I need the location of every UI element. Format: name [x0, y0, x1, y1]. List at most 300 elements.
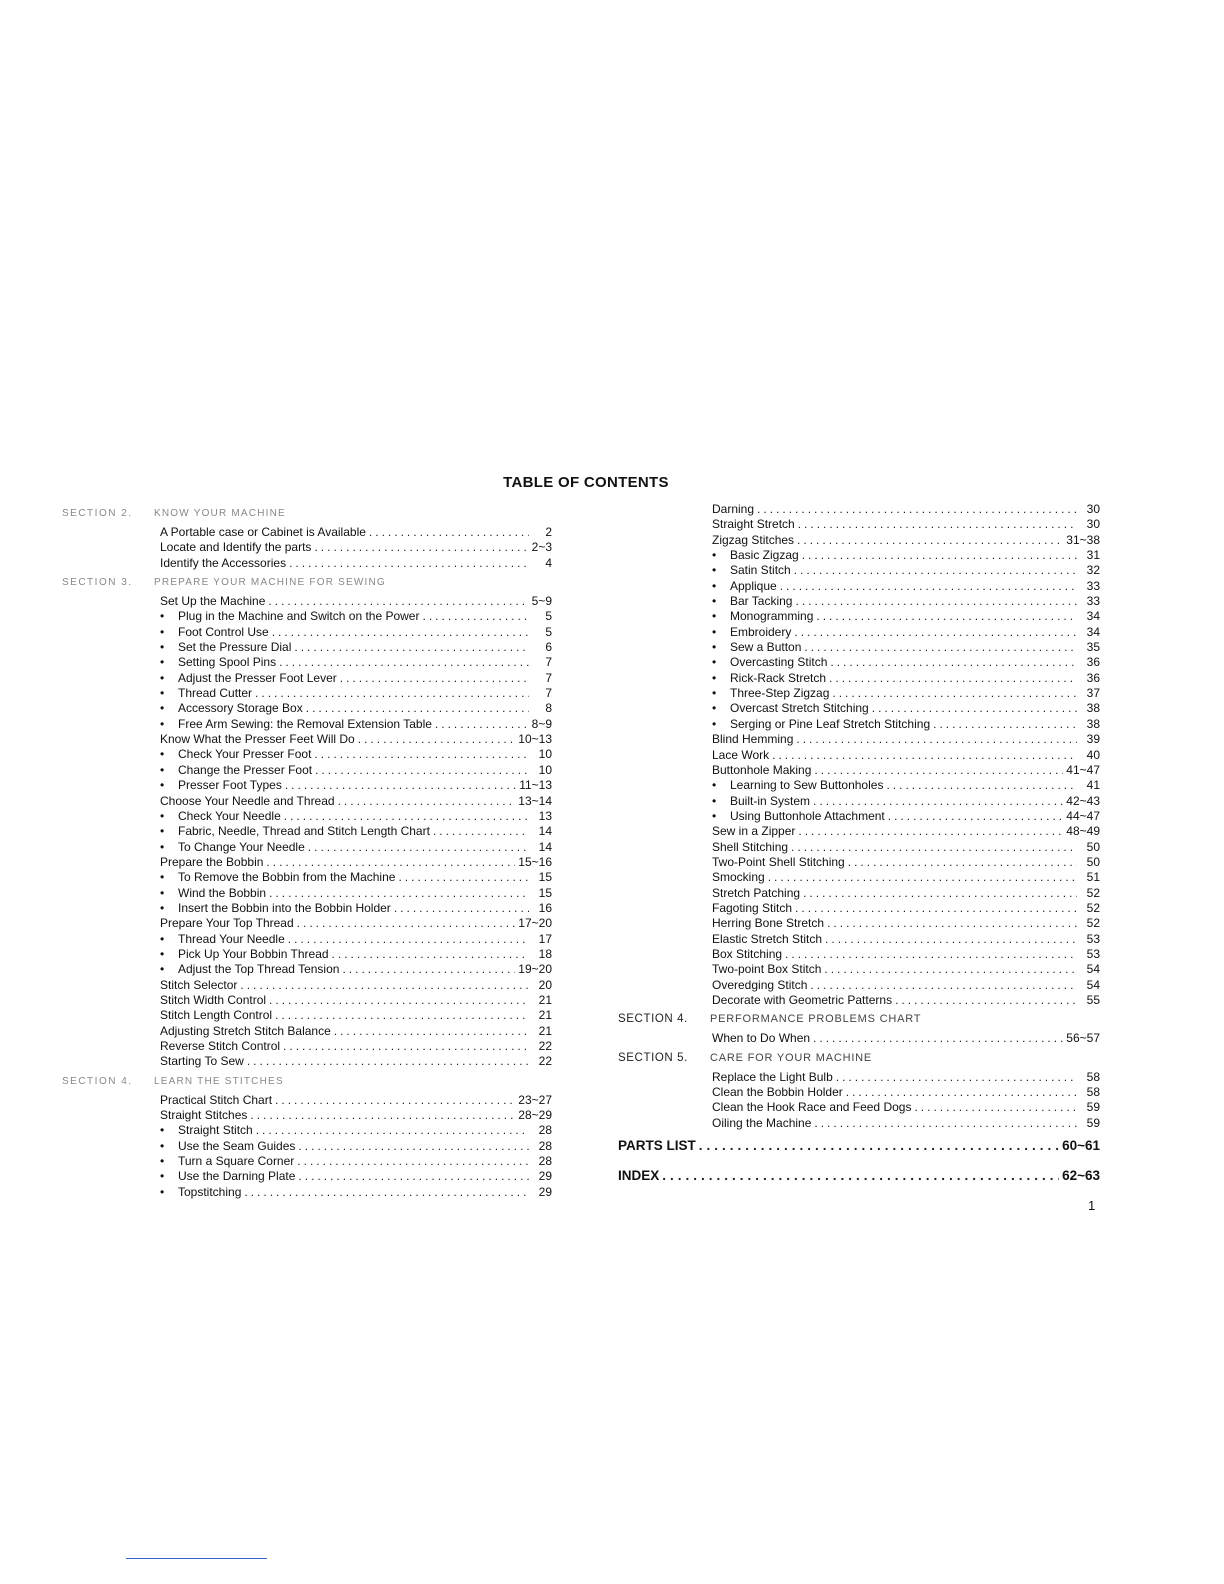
dot-leader: [433, 824, 529, 839]
entry-page: 53: [1086, 946, 1100, 961]
entry-page: 22: [538, 1039, 552, 1053]
toc-entry: [618, 640, 1100, 655]
entry-label: Practical Stitch Chart: [160, 1092, 273, 1107]
toc-entry: [62, 1169, 552, 1184]
entry-label: Zigzag Stitches: [712, 532, 795, 547]
section-label: SECTION 2.: [62, 508, 133, 519]
entry-label: • Rick-Rack Stretch: [712, 670, 827, 685]
entry-page: 31: [1086, 548, 1100, 563]
toc-entry: [62, 901, 552, 916]
dot-leader: [314, 747, 529, 762]
bullet-icon: •: [160, 701, 165, 716]
section-label: SECTION 4.: [62, 1075, 133, 1087]
entry-page: 2: [545, 525, 552, 539]
entry-label: Herring Bone Stretch: [712, 916, 825, 931]
entry-label: Prepare the Bobbin: [160, 854, 264, 869]
dot-leader: [814, 1116, 1077, 1131]
bullet-icon: •: [712, 578, 717, 593]
dot-leader: [796, 732, 1077, 747]
bullet-icon: •: [160, 686, 165, 701]
toc-entry: [618, 732, 1100, 747]
toc-entry: [618, 1085, 1100, 1100]
bullet-icon: •: [160, 640, 165, 655]
dot-leader: [836, 1070, 1077, 1085]
bullet-icon: •: [712, 563, 717, 578]
entry-page: 28: [538, 1138, 552, 1153]
dot-leader: [813, 794, 1063, 809]
dot-leader: [848, 855, 1077, 870]
entry-page: 11~13: [519, 778, 552, 793]
entry-label: Clean the Hook Race and Feed Dogs: [712, 1100, 912, 1115]
entry-label: Set Up the Machine: [160, 594, 266, 609]
entry-label: • Built-in System: [712, 793, 811, 808]
entry-label: • Learning to Sew Buttonholes: [712, 778, 884, 793]
entry-label: Two-Point Shell Stitching: [712, 854, 845, 869]
toc-entry: [62, 671, 552, 686]
toc-entry: [618, 533, 1100, 548]
entry-page: 21: [538, 992, 552, 1007]
entry-page: 34: [1086, 609, 1100, 624]
entry-label: Adjusting Stretch Stitch Balance: [160, 1023, 331, 1038]
entry-label: • Topstitching: [160, 1184, 242, 1199]
entry-page: 20: [538, 977, 552, 992]
entry-page: 38: [1086, 716, 1100, 731]
toc-major-entry: [618, 1131, 1100, 1161]
section-title: PREPARE YOUR MACHINE FOR SEWING: [154, 577, 386, 589]
section-title: PERFORMANCE PROBLEMS CHART: [710, 1013, 922, 1026]
bullet-icon: •: [160, 609, 165, 624]
dot-leader: [846, 1085, 1077, 1100]
toc-entry: [62, 978, 552, 993]
bullet-icon: •: [160, 624, 165, 639]
entry-page: 34: [1086, 624, 1100, 639]
entry-label: Replace the Light Bulb: [712, 1069, 833, 1084]
entry-page: 4: [545, 555, 552, 570]
entry-page: 40: [1086, 747, 1100, 762]
dot-leader: [244, 1185, 529, 1200]
toc-entry: [618, 625, 1100, 640]
dot-leader: [284, 809, 529, 824]
entry-label: Reverse Stitch Control: [160, 1039, 281, 1053]
toc-entry: [62, 840, 552, 855]
dot-leader: [275, 1093, 515, 1108]
page-title: TABLE OF CONTENTS: [503, 474, 669, 491]
toc-entry: [618, 840, 1100, 855]
toc-entry: [618, 763, 1100, 778]
section-heading: [62, 502, 552, 525]
entry-page: 56~57: [1066, 1031, 1100, 1046]
entry-label: • Overcasting Stitch: [712, 655, 828, 670]
entry-label: Stretch Patching: [712, 885, 801, 900]
bullet-icon: •: [160, 824, 165, 839]
dot-leader: [791, 840, 1077, 855]
dot-leader: [895, 993, 1077, 1008]
entry-page: 28: [538, 1154, 552, 1169]
entry-page: 54: [1086, 962, 1100, 977]
toc-entry: [618, 824, 1100, 839]
entry-page: 6: [545, 640, 552, 655]
entry-page: 5: [545, 609, 552, 624]
bullet-icon: •: [712, 548, 717, 563]
dot-leader: [306, 701, 529, 716]
dot-leader: [797, 533, 1063, 548]
section-heading: [62, 571, 552, 594]
bullet-icon: •: [160, 946, 165, 961]
dot-leader: [830, 655, 1077, 670]
entry-label: Choose Your Needle and Thread: [160, 793, 335, 808]
entry-label: • Embroidery: [712, 624, 792, 639]
toc-entry: [62, 1108, 552, 1123]
toc-left-column: [62, 502, 552, 1200]
bullet-icon: •: [712, 808, 717, 823]
section-label: SECTION 4.: [618, 1013, 688, 1026]
entry-page: 17: [538, 931, 552, 946]
entry-page: 18: [538, 946, 552, 961]
toc-entry: [618, 978, 1100, 993]
bullet-icon: •: [712, 716, 717, 731]
entry-label: Sew in a Zipper: [712, 824, 796, 839]
toc-entry: [618, 809, 1100, 824]
dot-leader: [888, 809, 1064, 824]
toc-entry: [62, 609, 552, 624]
entry-label: • Wind the Bobbin: [160, 885, 267, 900]
entry-label: • Using Buttonhole Attachment: [712, 808, 885, 823]
dot-leader: [825, 932, 1077, 947]
section-label: SECTION 5.: [618, 1051, 688, 1064]
dot-leader: [315, 763, 529, 778]
entry-label: • Overcast Stretch Stitching: [712, 701, 869, 716]
toc-entry: [618, 594, 1100, 609]
entry-label: Shell Stitching: [712, 839, 789, 854]
toc-major-entry: [618, 1161, 1100, 1191]
entry-page: 28: [538, 1123, 552, 1138]
entry-label: • Plug in the Machine and Switch on the Power: [160, 609, 420, 624]
entry-label: Prepare Your Top Thread: [160, 916, 294, 931]
dot-leader: [272, 625, 529, 640]
toc-entry: [62, 916, 552, 931]
dot-leader: [829, 671, 1077, 686]
toc-entry: [62, 655, 552, 670]
entry-label: • Monogramming: [712, 609, 814, 624]
toc-entry: [62, 947, 552, 962]
entry-page: 17~20: [518, 916, 552, 931]
entry-page: 50: [1086, 854, 1100, 869]
bullet-icon: •: [712, 609, 717, 624]
toc-entry: [618, 1070, 1100, 1085]
bullet-icon: •: [160, 762, 165, 777]
entry-page: 15: [538, 885, 552, 900]
toc-entry: [618, 962, 1100, 977]
entry-page: 53: [1086, 931, 1100, 946]
entry-label: • To Change Your Needle: [160, 839, 305, 854]
toc-entry: [618, 671, 1100, 686]
entry-label: • Accessory Storage Box: [160, 701, 303, 716]
toc-entry: [62, 778, 552, 793]
dot-leader: [247, 1054, 529, 1069]
entry-page: 42~43: [1066, 793, 1100, 808]
entry-page: 10~13: [518, 732, 552, 747]
entry-page: 39: [1086, 732, 1100, 747]
entry-page: 30: [1086, 517, 1100, 532]
toc-entry: [62, 556, 552, 571]
entry-page: 33: [1086, 578, 1100, 593]
toc-entry: [618, 748, 1100, 763]
entry-page: 8~9: [531, 716, 552, 731]
bullet-icon: •: [160, 1169, 165, 1184]
dot-leader: [814, 763, 1063, 778]
dot-leader: [314, 540, 528, 555]
entry-label: Locate and Identify the parts: [160, 540, 312, 555]
entry-page: 52: [1086, 885, 1100, 900]
section-title: LEARN THE STITCHES: [154, 1075, 284, 1087]
toc-entry: [618, 947, 1100, 962]
entry-label: • Foot Control Use: [160, 624, 269, 639]
entry-label: PARTS LIST: [618, 1138, 696, 1154]
entry-label: • Sew a Button: [712, 640, 802, 655]
dot-leader: [398, 870, 529, 885]
entry-page: 59: [1086, 1100, 1100, 1115]
toc-entry: [62, 1123, 552, 1138]
toc-entry: [62, 763, 552, 778]
toc-entry: [62, 747, 552, 762]
dot-leader: [288, 932, 529, 947]
toc-entry: [618, 855, 1100, 870]
dot-leader: [794, 625, 1077, 640]
toc-entry: [618, 886, 1100, 901]
entry-page: 14: [538, 839, 552, 854]
toc-entry: [62, 732, 552, 747]
entry-label: Smocking: [712, 870, 765, 885]
entry-page: 44~47: [1066, 808, 1100, 823]
entry-page: 55: [1086, 993, 1100, 1007]
toc-entry: [618, 563, 1100, 578]
entry-page: 16: [538, 900, 552, 915]
toc-entry: [618, 517, 1100, 532]
dot-leader: [283, 1039, 529, 1054]
toc-entry: [618, 778, 1100, 793]
entry-page: 30: [1086, 502, 1100, 516]
dot-leader: [757, 502, 1077, 517]
entry-label: INDEX: [618, 1168, 660, 1184]
entry-label: When to Do When: [712, 1031, 811, 1046]
entry-page: 31~38: [1066, 532, 1100, 547]
bullet-icon: •: [712, 778, 717, 793]
dot-leader: [269, 993, 529, 1008]
entry-page: 22: [538, 1054, 552, 1069]
toc-entry: [62, 1024, 552, 1039]
entry-label: • Pick Up Your Bobbin Thread: [160, 946, 329, 961]
toc-entry: [62, 794, 552, 809]
toc-entry: [62, 809, 552, 824]
entry-page: 29: [538, 1184, 552, 1199]
entry-label: • Bar Tacking: [712, 594, 793, 609]
dot-leader: [279, 655, 529, 670]
dot-leader: [914, 1100, 1077, 1115]
entry-label: Oiling the Machine: [712, 1115, 812, 1130]
dot-leader: [369, 525, 529, 540]
bullet-icon: •: [712, 701, 717, 716]
entry-page: 60~61: [1062, 1138, 1100, 1154]
page-number: 1: [1088, 1198, 1096, 1213]
dot-leader: [298, 1169, 529, 1184]
bullet-icon: •: [712, 670, 717, 685]
toc-entry: [62, 886, 552, 901]
toc-entry: [62, 525, 552, 540]
entry-page: 41: [1086, 778, 1100, 793]
dot-leader: [795, 901, 1077, 916]
entry-page: 7: [545, 670, 552, 685]
entry-page: 36: [1086, 655, 1100, 670]
entry-label: Know What the Presser Feet Will Do: [160, 732, 355, 747]
toc-entry: [618, 870, 1100, 885]
entry-page: 50: [1086, 839, 1100, 854]
dot-leader: [340, 671, 529, 686]
bullet-icon: •: [160, 962, 165, 977]
dot-leader: [332, 947, 529, 962]
toc-entry: [62, 1039, 552, 1054]
entry-label: Fagoting Stitch: [712, 900, 793, 915]
dot-leader: [832, 686, 1077, 701]
bullet-icon: •: [712, 594, 717, 609]
entry-label: Clean the Bobbin Holder: [712, 1085, 843, 1100]
bullet-icon: •: [160, 778, 165, 793]
dot-leader: [785, 947, 1077, 962]
entry-page: 23~27: [518, 1092, 552, 1107]
dot-leader: [699, 1131, 1059, 1161]
entry-label: Stitch Width Control: [160, 992, 267, 1007]
toc-entry: [618, 901, 1100, 916]
entry-label: A Portable case or Cabinet is Available: [160, 525, 366, 539]
footer-rule: [126, 1558, 267, 1559]
bullet-icon: •: [160, 870, 165, 885]
bullet-icon: •: [712, 686, 717, 701]
entry-page: 14: [538, 824, 552, 839]
dot-leader: [289, 556, 529, 571]
entry-label: Lace Work: [712, 747, 770, 762]
toc-entry: [618, 717, 1100, 732]
dot-leader: [768, 870, 1077, 885]
entry-page: 59: [1086, 1115, 1100, 1130]
entry-label: Straight Stitches: [160, 1108, 248, 1123]
toc-entry: [618, 686, 1100, 701]
toc-entry: [62, 1093, 552, 1108]
dot-leader: [772, 748, 1077, 763]
entry-page: 8: [545, 701, 552, 716]
entry-label: • Serging or Pine Leaf Stretch Stitching: [712, 716, 931, 731]
entry-label: Stitch Selector: [160, 977, 238, 992]
toc-entry: [62, 640, 552, 655]
toc-right-column: [618, 502, 1100, 1191]
dot-leader: [256, 1123, 529, 1138]
entry-label: • Three-Step Zigzag: [712, 686, 830, 701]
bullet-icon: •: [160, 885, 165, 900]
toc-entry: [618, 609, 1100, 624]
section-heading: [618, 1008, 1100, 1031]
section-label: SECTION 3.: [62, 577, 133, 589]
entry-label: • Fabric, Needle, Thread and Stitch Length Chart: [160, 824, 430, 839]
toc-entry: [62, 1185, 552, 1200]
dot-leader: [795, 594, 1077, 609]
toc-entry: [62, 594, 552, 609]
bullet-icon: •: [712, 624, 717, 639]
entry-label: • Free Arm Sewing: the Removal Extension Table: [160, 716, 432, 731]
entry-page: 5~9: [531, 594, 552, 609]
toc-entry: [618, 1116, 1100, 1131]
entry-label: • Use the Darning Plate: [160, 1169, 296, 1184]
entry-page: 19~20: [518, 962, 552, 977]
toc-entry: [62, 870, 552, 885]
entry-label: Overedging Stitch: [712, 977, 808, 992]
entry-label: Stitch Length Control: [160, 1008, 273, 1023]
toc-entry: [618, 548, 1100, 563]
entry-page: 28~29: [518, 1108, 552, 1123]
dot-leader: [872, 701, 1077, 716]
section-title: KNOW YOUR MACHINE: [154, 508, 286, 519]
dot-leader: [298, 1139, 529, 1154]
bullet-icon: •: [712, 640, 717, 655]
entry-page: 21: [538, 1008, 552, 1023]
entry-page: 29: [538, 1169, 552, 1184]
toc-entry: [62, 1008, 552, 1023]
entry-page: 51: [1086, 870, 1100, 885]
toc-entry: [62, 1054, 552, 1069]
entry-label: Box Stitching: [712, 946, 783, 961]
bullet-icon: •: [712, 655, 717, 670]
dot-leader: [435, 717, 529, 732]
entry-page: 10: [538, 762, 552, 777]
dot-leader: [269, 886, 529, 901]
entry-label: Darning: [712, 502, 755, 516]
dot-leader: [266, 855, 515, 870]
dot-leader: [802, 548, 1077, 563]
dot-leader: [933, 717, 1077, 732]
entry-page: 2~3: [531, 540, 552, 555]
entry-page: 58: [1086, 1085, 1100, 1100]
entry-page: 48~49: [1066, 824, 1100, 839]
entry-page: 62~63: [1062, 1168, 1100, 1184]
entry-label: • Basic Zigzag: [712, 548, 799, 563]
dot-leader: [824, 962, 1077, 977]
entry-label: Two-point Box Stitch: [712, 962, 822, 977]
bullet-icon: •: [160, 931, 165, 946]
entry-page: 15: [538, 870, 552, 885]
entry-page: 10: [538, 747, 552, 762]
dot-leader: [294, 640, 529, 655]
dot-leader: [297, 916, 516, 931]
toc-entry: [618, 794, 1100, 809]
toc-entry: [62, 932, 552, 947]
entry-label: Buttonhole Making: [712, 762, 812, 777]
entry-page: 13~14: [518, 793, 552, 808]
dot-leader: [803, 886, 1077, 901]
entry-label: Starting To Sew: [160, 1054, 244, 1069]
dot-leader: [662, 1161, 1059, 1191]
entry-label: • Adjust the Presser Foot Lever: [160, 670, 337, 685]
entry-label: Straight Stretch: [712, 517, 795, 532]
entry-page: 54: [1086, 977, 1100, 992]
bullet-icon: •: [160, 1154, 165, 1169]
entry-label: • Applique: [712, 578, 777, 593]
dot-leader: [342, 962, 515, 977]
dot-leader: [804, 640, 1077, 655]
entry-label: • Set the Pressure Dial: [160, 640, 292, 655]
bullet-icon: •: [160, 839, 165, 854]
dot-leader: [358, 732, 516, 747]
entry-page: 32: [1086, 563, 1100, 578]
bullet-icon: •: [160, 747, 165, 762]
toc-entry: [62, 962, 552, 977]
dot-leader: [250, 1108, 515, 1123]
